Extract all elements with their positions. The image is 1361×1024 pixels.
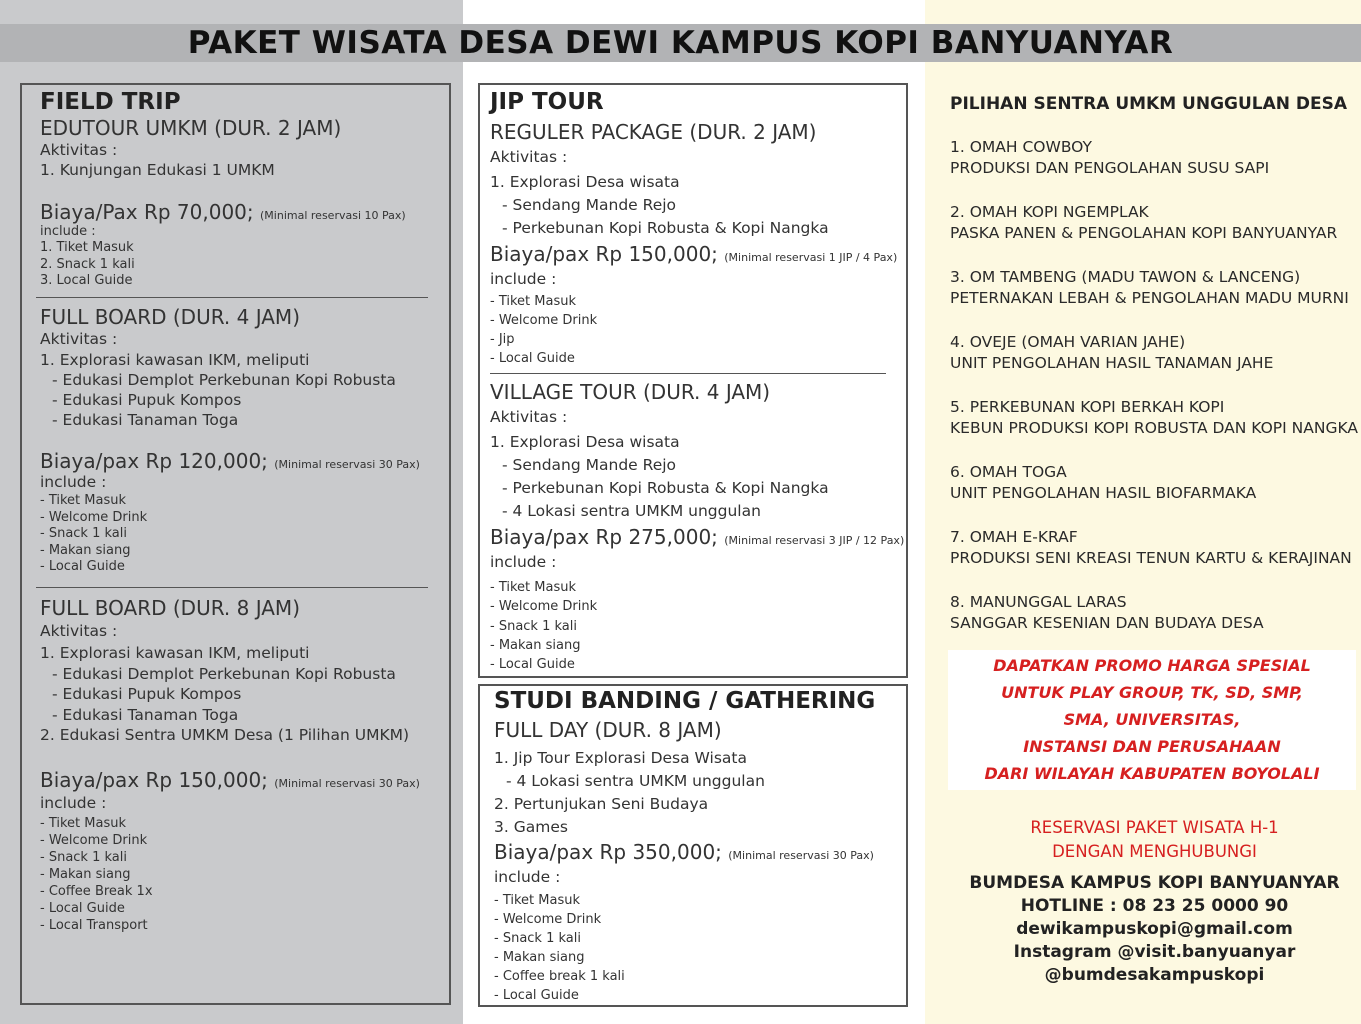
- list-item: - Welcome Drink: [490, 313, 598, 328]
- list-item: - Welcome Drink: [40, 833, 148, 848]
- umkm-name: 3. OM TAMBENG (MADU TAWON & LANCENG): [950, 268, 1301, 286]
- field-trip-activity: 1. Kunjungan Edukasi 1 UMKM: [40, 161, 275, 179]
- list-item: [950, 332, 1358, 397]
- list-item: - Local Guide: [40, 559, 125, 574]
- full-board-4-price: [40, 449, 420, 473]
- umkm-name: 7. OMAH E-KRAF: [950, 528, 1078, 546]
- list-item: - Local Guide: [494, 988, 579, 1003]
- umkm-heading: PILIHAN SENTRA UMKM UNGGULAN DESA: [950, 94, 1348, 114]
- list-item: [950, 137, 1358, 202]
- umkm-desc: SANGGAR KESENIAN DAN BUDAYA DESA: [950, 614, 1264, 632]
- org-name: BUMDESA KAMPUS KOPI BANYUANYAR: [969, 873, 1340, 893]
- list-item: - Tiket Masuk: [40, 493, 126, 508]
- umkm-desc: PASKA PANEN & PENGOLAHAN KOPI BANYUANYAR: [950, 224, 1338, 242]
- field-trip-heading: FIELD TRIP: [40, 89, 181, 115]
- list-item: - Snack 1 kali: [40, 850, 127, 865]
- list-item: 2. Pertunjukan Seni Budaya: [494, 795, 709, 813]
- list-item: - Edukasi Demplot Perkebunan Kopi Robusta: [52, 664, 396, 683]
- price-note: (Minimal reservasi 1 JIP / 4 Pax): [724, 251, 898, 264]
- reservation-line: RESERVASI PAKET WISATA H-1: [1030, 818, 1279, 837]
- umkm-name: 8. MANUNGGAL LARAS: [950, 593, 1127, 611]
- list-item: - Tiket Masuk: [490, 294, 576, 309]
- list-item: - 4 Lokasi sentra UMKM unggulan: [506, 772, 765, 790]
- full-board-4-heading: FULL BOARD (DUR. 4 JAM): [40, 305, 300, 329]
- list-item: [950, 397, 1358, 462]
- price-value: Biaya/pax Rp 150,000;: [490, 242, 718, 266]
- divider: [490, 373, 886, 374]
- full-board-8-activities: [40, 643, 409, 746]
- jip-tour-include-list: [490, 292, 597, 368]
- list-item: - Tiket Masuk: [40, 816, 126, 831]
- price-note: (Minimal reservasi 10 Pax): [260, 209, 406, 222]
- field-trip-aktivitas-label: Aktivitas :: [40, 141, 118, 159]
- full-board-8-heading: FULL BOARD (DUR. 8 JAM): [40, 596, 300, 620]
- list-item: - Edukasi Pupuk Kompos: [52, 391, 242, 409]
- price-value: Biaya/pax Rp 150,000;: [40, 768, 268, 792]
- umkm-list: [950, 137, 1358, 634]
- umkm-name: 1. OMAH COWBOY: [950, 138, 1093, 156]
- list-item: - Coffee Break 1x: [40, 884, 153, 899]
- list-item: 3. Local Guide: [40, 273, 133, 288]
- studi-banding-price: [494, 840, 874, 864]
- promo-line: SMA, UNIVERSITAS,: [1063, 710, 1241, 729]
- list-item: - Welcome Drink: [40, 509, 148, 525]
- hotline[interactable]: HOTLINE : 08 23 25 0000 90: [1020, 896, 1289, 916]
- umkm-desc: PRODUKSI DAN PENGOLAHAN SUSU SAPI: [950, 159, 1270, 177]
- village-tour-aktivitas-label: Aktivitas :: [490, 408, 568, 426]
- studi-banding-heading: STUDI BANDING / GATHERING: [494, 688, 876, 714]
- list-item: 1. Tiket Masuk: [40, 240, 134, 255]
- list-item: - Local Guide: [490, 657, 575, 673]
- list-item: - Local Transport: [40, 918, 148, 933]
- instagram-link[interactable]: Instagram @visit.banyuanyar: [1013, 942, 1296, 962]
- list-item: [950, 592, 1358, 634]
- list-item: 1. Explorasi kawasan IKM, meliputi: [40, 351, 310, 369]
- umkm-name: 4. OVEJE (OMAH VARIAN JAHE): [950, 333, 1186, 351]
- full-board-4-include-list: [40, 493, 147, 576]
- list-item: - Makan siang: [40, 867, 131, 882]
- email-link[interactable]: dewikampuskopi@gmail.com: [1016, 919, 1293, 939]
- studi-banding-include-list: [494, 891, 625, 1005]
- list-item: 3. Games: [494, 818, 568, 836]
- page-title: PAKET WISATA DESA DEWI KAMPUS KOPI BANYUANYAR: [187, 25, 1174, 61]
- umkm-desc: KEBUN PRODUKSI KOPI ROBUSTA DAN KOPI NANGKA: [950, 419, 1358, 437]
- promo-line: DAPATKAN PROMO HARGA SPESIAL: [993, 656, 1311, 675]
- field-trip-include-label: include :: [40, 224, 96, 239]
- price-note: (Minimal reservasi 30 Pax): [728, 849, 874, 862]
- list-item: - Makan siang: [40, 542, 131, 558]
- full-board-8-include-list: [40, 815, 153, 934]
- jip-tour-aktivitas-label: Aktivitas :: [490, 148, 568, 166]
- list-item: - Edukasi Demplot Perkebunan Kopi Robusta: [52, 371, 396, 389]
- list-item: 1. Explorasi Desa wisata: [490, 433, 680, 451]
- umkm-desc: UNIT PENGOLAHAN HASIL BIOFARMAKA: [950, 484, 1257, 502]
- list-item: - Makan siang: [490, 637, 581, 653]
- list-item: 2. Snack 1 kali: [40, 256, 135, 272]
- studi-banding-include-label: include :: [494, 868, 561, 886]
- list-item: 1. Explorasi Desa wisata: [490, 173, 680, 191]
- village-tour-activities: [490, 431, 829, 523]
- price-value: Biaya/pax Rp 275,000;: [490, 525, 718, 549]
- list-item: [950, 267, 1358, 332]
- price-value: Biaya/pax Rp 120,000;: [40, 449, 268, 473]
- list-item: [950, 527, 1358, 592]
- divider: [36, 587, 428, 588]
- list-item: - Perkebunan Kopi Robusta & Kopi Nangka: [502, 219, 829, 237]
- list-item: - Local Guide: [490, 351, 575, 366]
- list-item: - Tiket Masuk: [494, 893, 580, 908]
- village-tour-price: [490, 525, 904, 549]
- promo-line: INSTANSI DAN PERUSAHAAN: [1023, 737, 1281, 756]
- list-item: - Welcome Drink: [490, 599, 598, 615]
- list-item: - Edukasi Tanaman Toga: [52, 705, 239, 724]
- studi-banding-activities: [494, 747, 765, 839]
- list-item: - Jip: [490, 332, 515, 347]
- field-trip-include-list: [40, 240, 135, 290]
- field-trip-price: [40, 200, 406, 224]
- list-item: - Coffee break 1 kali: [494, 969, 625, 984]
- contact-block: [948, 872, 1361, 987]
- list-item: - Edukasi Tanaman Toga: [52, 411, 239, 429]
- list-item: - Sendang Mande Rejo: [502, 456, 677, 474]
- list-item: - Snack 1 kali: [40, 526, 127, 541]
- umkm-name: 5. PERKEBUNAN KOPI BERKAH KOPI: [950, 398, 1225, 416]
- title-bar: [0, 24, 1361, 62]
- list-item: - 4 Lokasi sentra UMKM unggulan: [502, 502, 761, 520]
- jip-tour-subheading: REGULER PACKAGE (DUR. 2 JAM): [490, 120, 817, 144]
- price-value: Biaya/Pax Rp 70,000;: [40, 200, 254, 224]
- full-board-4-aktivitas-label: Aktivitas :: [40, 330, 118, 348]
- field-trip-subheading: EDUTOUR UMKM (DUR. 2 JAM): [40, 116, 342, 140]
- reservation-line: DENGAN MENGHUBUNGI: [1052, 842, 1257, 861]
- village-tour-heading: VILLAGE TOUR (DUR. 4 JAM): [490, 380, 771, 404]
- studi-banding-subheading: FULL DAY (DUR. 8 JAM): [494, 718, 722, 742]
- price-note: (Minimal reservasi 30 Pax): [274, 777, 420, 790]
- village-tour-include-label: include :: [490, 553, 557, 571]
- reservation-note: [948, 816, 1361, 864]
- jip-tour-heading: JIP TOUR: [490, 89, 604, 115]
- full-board-8-aktivitas-label: Aktivitas :: [40, 622, 118, 640]
- jip-tour-price: [490, 242, 897, 266]
- list-item: - Makan siang: [494, 950, 585, 965]
- full-board-4-include-label: include :: [40, 473, 107, 491]
- full-board-8-price: [40, 768, 420, 792]
- list-item: [950, 202, 1358, 267]
- umkm-name: 6. OMAH TOGA: [950, 463, 1067, 481]
- umkm-desc: UNIT PENGOLAHAN HASIL TANAMAN JAHE: [950, 354, 1274, 372]
- umkm-desc: PRODUKSI SENI KREASI TENUN KARTU & KERAJINAN: [950, 549, 1352, 567]
- instagram-link-2[interactable]: @bumdesakampuskopi: [1044, 965, 1265, 985]
- price-note: (Minimal reservasi 3 JIP / 12 Pax): [724, 534, 905, 547]
- promo-line: DARI WILAYAH KABUPATEN BOYOLALI: [984, 764, 1320, 783]
- full-board-4-activities: [40, 350, 396, 430]
- list-item: - Snack 1 kali: [490, 618, 577, 634]
- list-item: - Edukasi Pupuk Kompos: [52, 685, 242, 703]
- promo-line: UNTUK PLAY GROUP, TK, SD, SMP,: [1001, 683, 1303, 702]
- list-item: - Welcome Drink: [494, 912, 602, 927]
- list-item: - Tiket Masuk: [490, 580, 576, 595]
- jip-tour-include-label: include :: [490, 270, 557, 288]
- list-item: - Snack 1 kali: [494, 931, 581, 946]
- promo-box: [948, 650, 1356, 790]
- list-item: [950, 462, 1358, 527]
- umkm-desc: PETERNAKAN LEBAH & PENGOLAHAN MADU MURNI: [950, 289, 1349, 307]
- list-item: 1. Explorasi kawasan IKM, meliputi: [40, 644, 310, 662]
- list-item: - Sendang Mande Rejo: [502, 196, 677, 214]
- list-item: - Perkebunan Kopi Robusta & Kopi Nangka: [502, 479, 829, 497]
- list-item: 2. Edukasi Sentra UMKM Desa (1 Pilihan UMKM): [40, 726, 410, 744]
- price-value: Biaya/pax Rp 350,000;: [494, 840, 722, 864]
- price-note: (Minimal reservasi 30 Pax): [274, 458, 420, 471]
- umkm-name: 2. OMAH KOPI NGEMPLAK: [950, 203, 1149, 221]
- full-board-8-include-label: include :: [40, 794, 107, 812]
- jip-tour-activities: [490, 171, 829, 240]
- village-tour-include-list: [490, 578, 597, 674]
- list-item: - Local Guide: [40, 901, 125, 916]
- divider: [36, 297, 428, 298]
- list-item: 1. Jip Tour Explorasi Desa Wisata: [494, 749, 747, 767]
